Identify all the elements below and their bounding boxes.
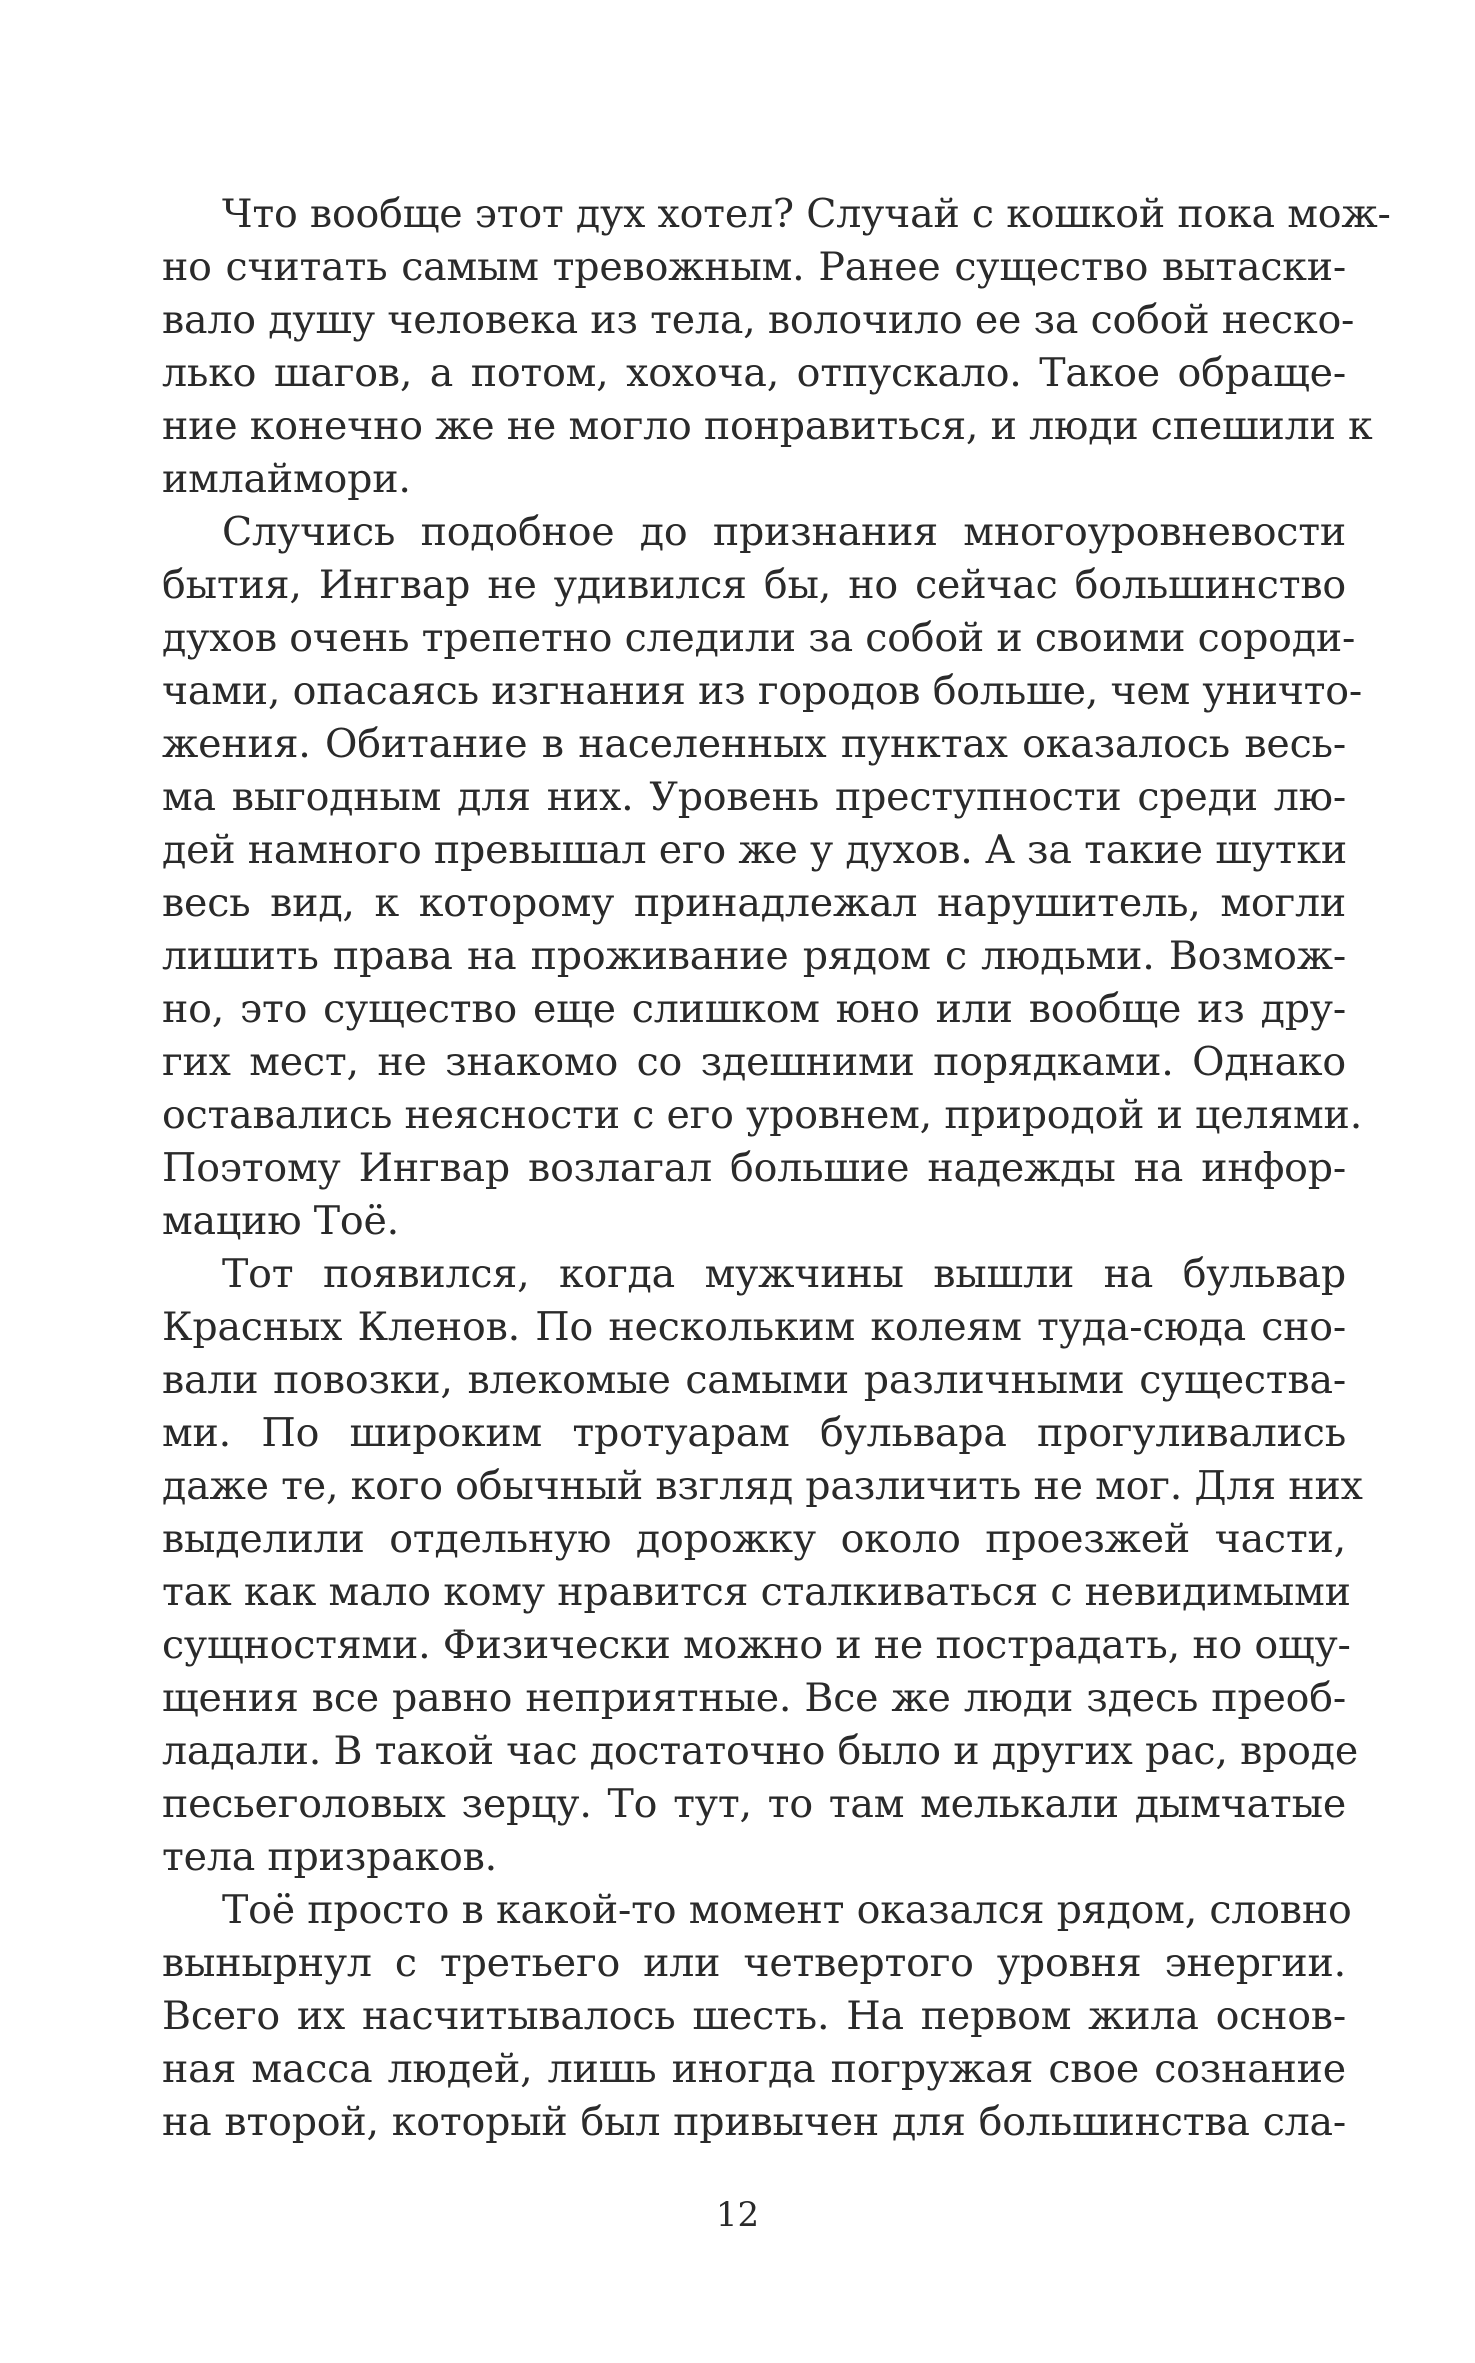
text-line: ная масса людей, лишь иногда погружая свое сознание <box>162 2046 1346 2092</box>
text-line: мацию Тоё. <box>162 1198 400 1244</box>
text-line: жения. Обитание в населенных пунктах оказалось весь- <box>162 721 1346 767</box>
page-number: 12 <box>715 2195 760 2235</box>
text-line: гих мест, не знакомо со здешними порядками. Однако <box>162 1039 1346 1085</box>
text-line: тела призраков. <box>162 1834 498 1880</box>
text-line: Поэтому Ингвар возлагал большие надежды на инфор- <box>162 1145 1346 1191</box>
text-line: бытия, Ингвар не удивился бы, но сейчас большинство <box>162 562 1346 608</box>
text-line: так как мало кому нравится сталкиваться с невидимыми <box>162 1569 1351 1615</box>
text-line: лько шагов, а потом, хохоча, отпускало. Такое обраще- <box>162 350 1346 396</box>
text-line: но считать самым тревожным. Ранее существо вытаски- <box>162 244 1346 290</box>
text-line: выделили отдельную дорожку около проезжей части, <box>162 1516 1346 1562</box>
text-line: чами, опасаясь изгнания из городов больше, чем уничто- <box>162 668 1363 714</box>
text-line: ладали. В такой час достаточно было и других рас, вроде <box>162 1728 1359 1774</box>
text-line: сущностями. Физически можно и не пострадать, но ощу- <box>162 1622 1351 1668</box>
text-line: Тоё просто в какой-то момент оказался рядом, словно <box>222 1887 1352 1933</box>
text-line: Тот появился, когда мужчины вышли на бульвар <box>222 1251 1346 1297</box>
text-line: вынырнул с третьего или четвертого уровня энергии. <box>162 1940 1346 1986</box>
text-line: ма выгодным для них. Уровень преступности среди лю- <box>162 774 1346 820</box>
text-line: вало душу человека из тела, волочило ее за собой неско- <box>162 297 1355 343</box>
text-line: духов очень трепетно следили за собой и своими сороди- <box>162 615 1356 661</box>
text-line: щения все равно неприятные. Все же люди здесь преоб- <box>162 1675 1346 1721</box>
text-line: даже те, кого обычный взгляд различить не мог. Для них <box>162 1463 1363 1509</box>
body-text <box>162 188 1391 2149</box>
text-line: весь вид, к которому принадлежал нарушитель, могли <box>162 880 1346 926</box>
text-line: ние конечно же не могло понравиться, и люди спешили к <box>162 403 1373 449</box>
text-line: Случись подобное до признания многоуровневости <box>222 509 1346 555</box>
text-line: оставались неясности с его уровнем, природой и целями. <box>162 1092 1363 1138</box>
text-line: дей намного превышал его же у духов. А за такие шутки <box>162 827 1348 873</box>
text-line: имлаймори. <box>162 456 411 502</box>
text-line: на второй, который был привычен для большинства сла- <box>162 2099 1346 2145</box>
text-line: ми. По широким тротуарам бульвара прогуливались <box>162 1410 1346 1456</box>
text-line: Всего их насчитывалось шесть. На первом жила основ- <box>162 1993 1346 2039</box>
text-line: вали повозки, влекомые самыми различными существа- <box>162 1357 1346 1403</box>
text-line: Красных Кленов. По нескольким колеям туда-сюда сно- <box>162 1304 1346 1350</box>
text-line: Что вообще этот дух хотел? Случай с кошкой пока мож- <box>222 191 1391 237</box>
text-line: песьеголовых зерцу. То тут, то там мелькали дымчатые <box>162 1781 1346 1827</box>
text-line: но, это существо еще слишком юно или вообще из дру- <box>162 986 1346 1032</box>
text-line: лишить права на проживание рядом с людьми. Возмож- <box>162 933 1346 979</box>
